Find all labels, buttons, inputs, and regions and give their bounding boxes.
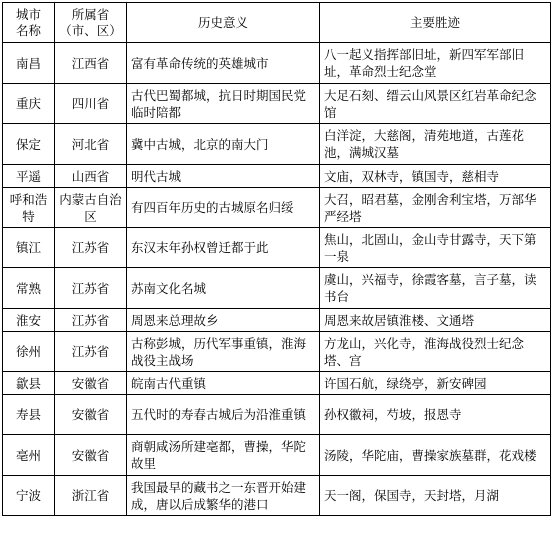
- significance-cell: 我国最早的藏书之一东晋开始建成，唐以后成繁华的港口: [127, 476, 320, 516]
- significance-cell: 东汉末年孙权曾迁都于此: [127, 228, 320, 268]
- city-cell: 寿县: [3, 395, 55, 435]
- table-row: [3, 309, 551, 332]
- significance-cell: 皖南古代重镇: [127, 372, 320, 395]
- city-cell: 镇江: [3, 228, 55, 268]
- sites-cell: 大足石刻、缙云山风景区红岩革命纪念馆: [320, 84, 551, 124]
- province-cell: 江苏省: [55, 268, 127, 309]
- significance-cell: 冀中古城，北京的南大门: [127, 124, 320, 165]
- province-cell: 浙江省: [55, 476, 127, 516]
- province-cell: 江苏省: [55, 309, 127, 332]
- table-row: [3, 332, 551, 372]
- city-cell: 呼和浩特: [3, 188, 55, 228]
- table-row: [3, 268, 551, 309]
- header-city: 城市 名称: [3, 3, 55, 43]
- table-row: [3, 395, 551, 435]
- province-cell: 安徽省: [55, 395, 127, 435]
- city-cell: 常熟: [3, 268, 55, 309]
- sites-cell: 汤陵，华陀庙，曹操家族墓群，花戏楼: [320, 435, 551, 476]
- province-cell: 河北省: [55, 124, 127, 165]
- sites-cell: 白洋淀，大慈阁，清苑地道，古莲花池，满城汉墓: [320, 124, 551, 165]
- province-cell: 山西省: [55, 165, 127, 188]
- sites-cell: 文庙，双林寺，镇国寺，慈相寺: [320, 165, 551, 188]
- sites-cell: 许国石航，绿绕亭，新安碑园: [320, 372, 551, 395]
- city-cell: 南昌: [3, 43, 55, 84]
- historic-cities-table: [2, 2, 551, 516]
- significance-cell: 苏南文化名城: [127, 268, 320, 309]
- province-cell: 内蒙古自治区: [55, 188, 127, 228]
- province-cell: 江苏省: [55, 332, 127, 372]
- table-row: [3, 435, 551, 476]
- significance-cell: 古称彭城，历代军事重镇，淮海战役主战场: [127, 332, 320, 372]
- province-cell: 江苏省: [55, 228, 127, 268]
- table-row: [3, 84, 551, 124]
- city-cell: 保定: [3, 124, 55, 165]
- city-cell: 宁波: [3, 476, 55, 516]
- province-cell: 安徽省: [55, 372, 127, 395]
- table-row: [3, 228, 551, 268]
- city-cell: 淮安: [3, 309, 55, 332]
- significance-cell: 有四百年历史的古城原名归绥: [127, 188, 320, 228]
- city-cell: 歙县: [3, 372, 55, 395]
- significance-cell: 商朝咸汤所建亳都，曹操，华陀故里: [127, 435, 320, 476]
- sites-cell: 周恩来故居镇淮楼、文通塔: [320, 309, 551, 332]
- city-cell: 徐州: [3, 332, 55, 372]
- table-row: [3, 165, 551, 188]
- header-province: 所属省 （市、区）: [55, 3, 127, 43]
- province-cell: 安徽省: [55, 435, 127, 476]
- significance-cell: 五代时的寿春古城后为沿淮重镇: [127, 395, 320, 435]
- city-cell: 亳州: [3, 435, 55, 476]
- province-cell: 江西省: [55, 43, 127, 84]
- significance-cell: 明代古城: [127, 165, 320, 188]
- table-row: [3, 188, 551, 228]
- city-cell: 重庆: [3, 84, 55, 124]
- header-sites: 主要胜迹: [320, 3, 551, 43]
- table-row: [3, 43, 551, 84]
- province-cell: 四川省: [55, 84, 127, 124]
- sites-cell: 焦山，北固山，金山寺甘露寺，天下第一泉: [320, 228, 551, 268]
- table-row: [3, 476, 551, 516]
- sites-cell: 大召，昭君墓，金刚舍利宝塔，万部华严经塔: [320, 188, 551, 228]
- header-row: [3, 3, 551, 43]
- significance-cell: 周恩来总理故乡: [127, 309, 320, 332]
- significance-cell: 古代巴蜀都城，抗日时期国民党临时陪都: [127, 84, 320, 124]
- sites-cell: 孙权徽祠，芍坡，报恩寺: [320, 395, 551, 435]
- sites-cell: 八一起义指挥部旧址，新四军军部旧址，革命烈士纪念堂: [320, 43, 551, 84]
- table-row: [3, 372, 551, 395]
- sites-cell: 天一阁，保国寺，天封塔，月湖: [320, 476, 551, 516]
- sites-cell: 虞山，兴福寺，徐霞客墓，言子墓，读书台: [320, 268, 551, 309]
- header-significance: 历史意义: [127, 3, 320, 43]
- significance-cell: 富有革命传统的英雄城市: [127, 43, 320, 84]
- table-row: [3, 124, 551, 165]
- sites-cell: 方龙山，兴化寺，淮海战役烈士纪念塔、宫: [320, 332, 551, 372]
- city-cell: 平遥: [3, 165, 55, 188]
